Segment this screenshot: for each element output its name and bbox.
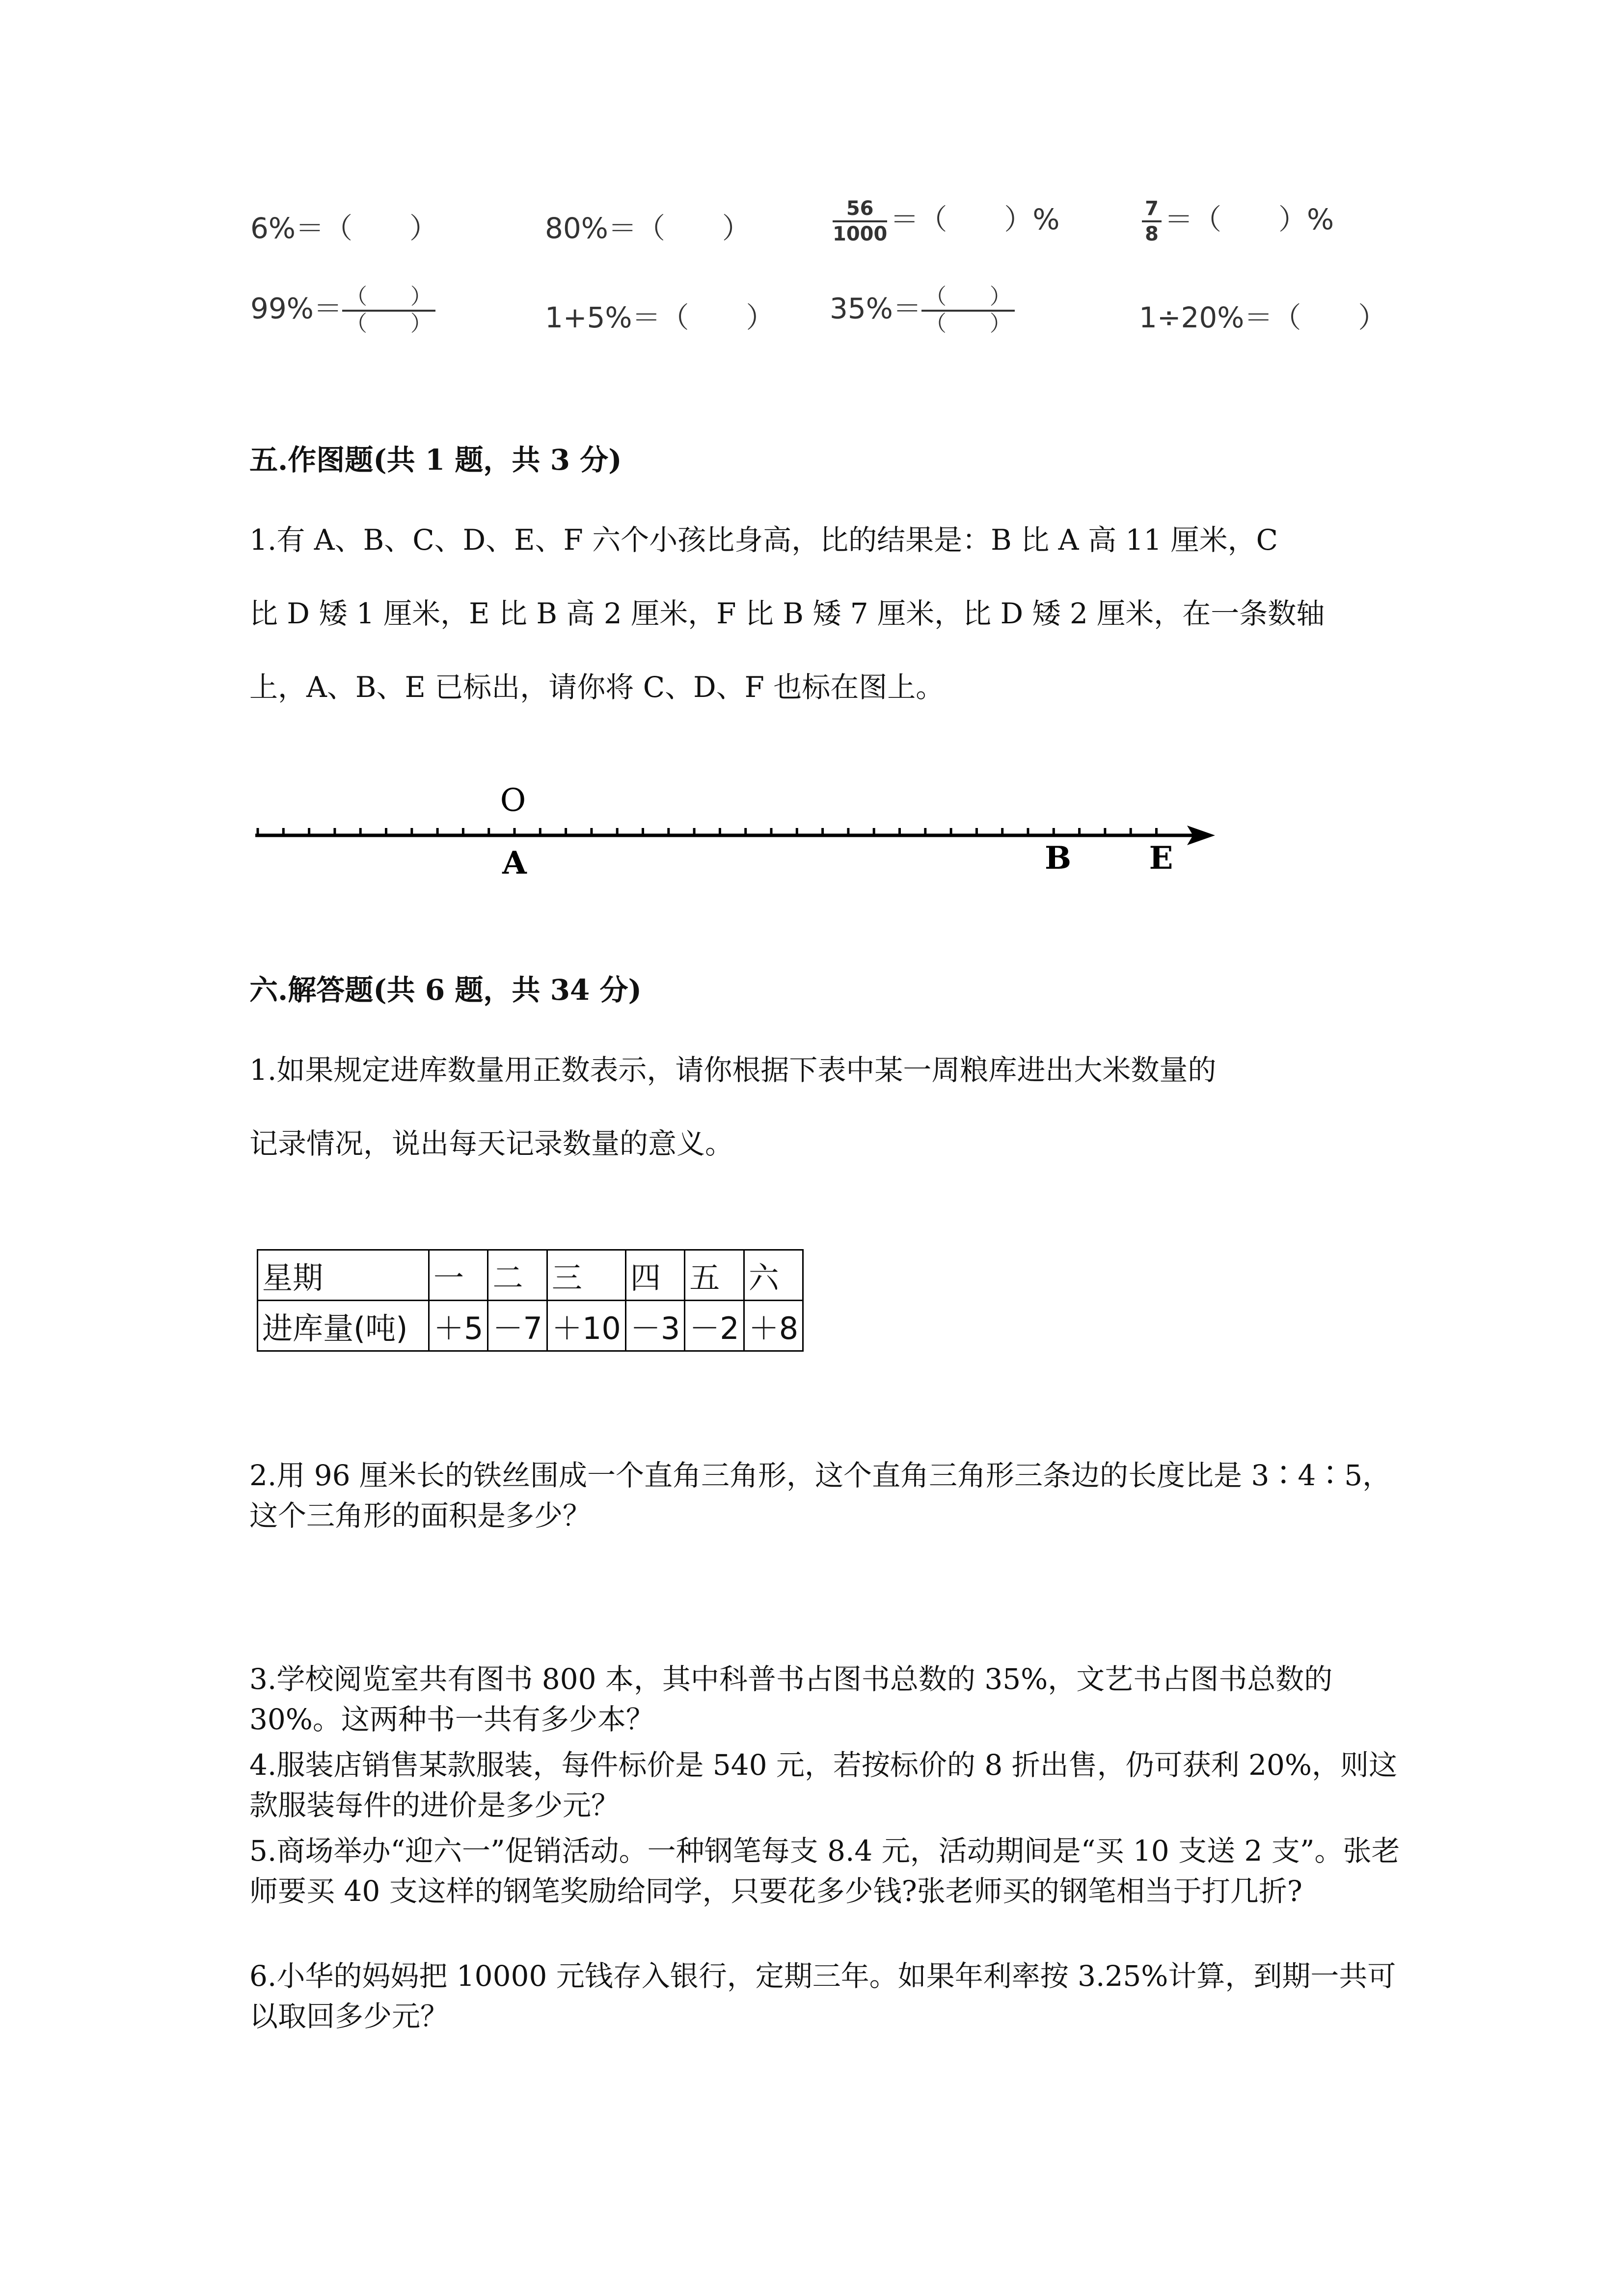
table-cell: 五	[685, 1250, 744, 1301]
origin-label: O	[500, 782, 526, 819]
fraction-7-8: $\frac{7}{8}$	[1142, 197, 1162, 246]
section-6-question-3: 3.学校阅览室共有图书 800 本，其中科普书占图书总数的 35%，文艺书占图书总数的 30%。这两种书一共有多少本？	[249, 1662, 1333, 1736]
section-6-question-4: 4.服装店销售某款服装，每件标价是 540 元，若按标价的 8 折出售，仍可获利 20%，则这款服装每件的进价是多少元？	[249, 1748, 1398, 1822]
table-cell: 三	[547, 1250, 625, 1301]
table-cell: ＋8	[744, 1301, 803, 1351]
number-line	[0, 771, 1624, 888]
grain-record-table	[257, 1249, 804, 1352]
table-cell: ＋10	[547, 1301, 625, 1351]
table-cell: －2	[685, 1301, 744, 1351]
section-5-question-1	[249, 503, 1418, 724]
table-cell: 四	[625, 1250, 684, 1301]
point-e-label: E	[1149, 840, 1173, 877]
question-line: 记录情况，说出每天记录数量的意义。	[249, 1127, 734, 1160]
section-6-heading: 六.解答题(共 6 题，共 34 分)	[249, 973, 642, 1007]
section-6-question-1	[249, 1033, 1418, 1180]
table-cell: 一	[429, 1250, 488, 1301]
conversion-7-over-8: $\frac{7}{8}$ ＝（ ）%	[1139, 196, 1334, 246]
conversion-99-percent: 99%＝ （ ） （ ）	[250, 285, 435, 336]
question-line: 上，A、B、E 已标出，请你将 C、D、F 也标在图上。	[249, 670, 945, 704]
section-6-question-5: 5.商场举办“迎六一”促销活动。一种钢笔每支 8.4 元，活动期间是“买 10 支送 2 支”。张老师要买 40 支这样的钢笔奖励给同学，只要花多少钱?张老师买的钢笔相当于打几折?	[249, 1834, 1400, 1908]
conversion-80-percent: 80%＝（ ）	[545, 212, 751, 245]
question-line: 1.如果规定进库数量用正数表示，请你根据下表中某一周粮库进出大米数量的	[249, 1053, 1217, 1087]
section-5-heading: 五.作图题(共 1 题，共 3 分)	[249, 443, 622, 477]
point-a-label: A	[502, 845, 527, 881]
conversion-35-percent: 35%＝ （ ） （ ）	[830, 285, 1015, 336]
table-cell: 星期	[258, 1250, 429, 1301]
table-cell: 二	[488, 1250, 547, 1301]
table-row	[258, 1250, 803, 1301]
table-cell: 六	[744, 1250, 803, 1301]
table-cell: －3	[625, 1301, 684, 1351]
blank-fraction: （ ） （ ）	[921, 285, 1015, 336]
table-cell: ＋5	[429, 1301, 488, 1351]
conversion-1-div-20-percent: 1÷20%＝（ ）	[1139, 301, 1387, 334]
conversion-1-plus-5-percent: 1+5%＝（ ）	[545, 301, 775, 334]
section-6-question-6: 6.小华的妈妈把 10000 元钱存入银行，定期三年。如果年利率按 3.25%计算，到期一共可以取回多少元？	[249, 1959, 1396, 2033]
table-row	[258, 1301, 803, 1351]
table-cell: －7	[488, 1301, 547, 1351]
conversion-56-over-1000: $\frac{56}{1000}$ ＝（ ）%	[833, 197, 1060, 245]
point-b-label: B	[1044, 840, 1072, 877]
question-line: 1.有 A、B、C、D、E、F 六个小孩比身高，比的结果是：B 比 A 高 11 厘米，C	[249, 523, 1278, 557]
fraction-56-1000: $\frac{56}{1000}$	[833, 197, 888, 245]
blank-fraction: （ ） （ ）	[342, 285, 435, 336]
question-line: 比 D 矮 1 厘米，E 比 B 高 2 厘米，F 比 B 矮 7 厘米，比 D 矮 2 厘米，在一条数轴	[249, 597, 1325, 630]
conversion-6-percent: 6%＝（ ）	[250, 212, 438, 245]
section-6-question-2: 2.用 96 厘米长的铁丝围成一个直角三角形，这个直角三角形三条边的长度比是 3∶4∶5，这个三角形的面积是多少？	[249, 1459, 1391, 1532]
table-cell: 进库量(吨)	[258, 1301, 429, 1351]
